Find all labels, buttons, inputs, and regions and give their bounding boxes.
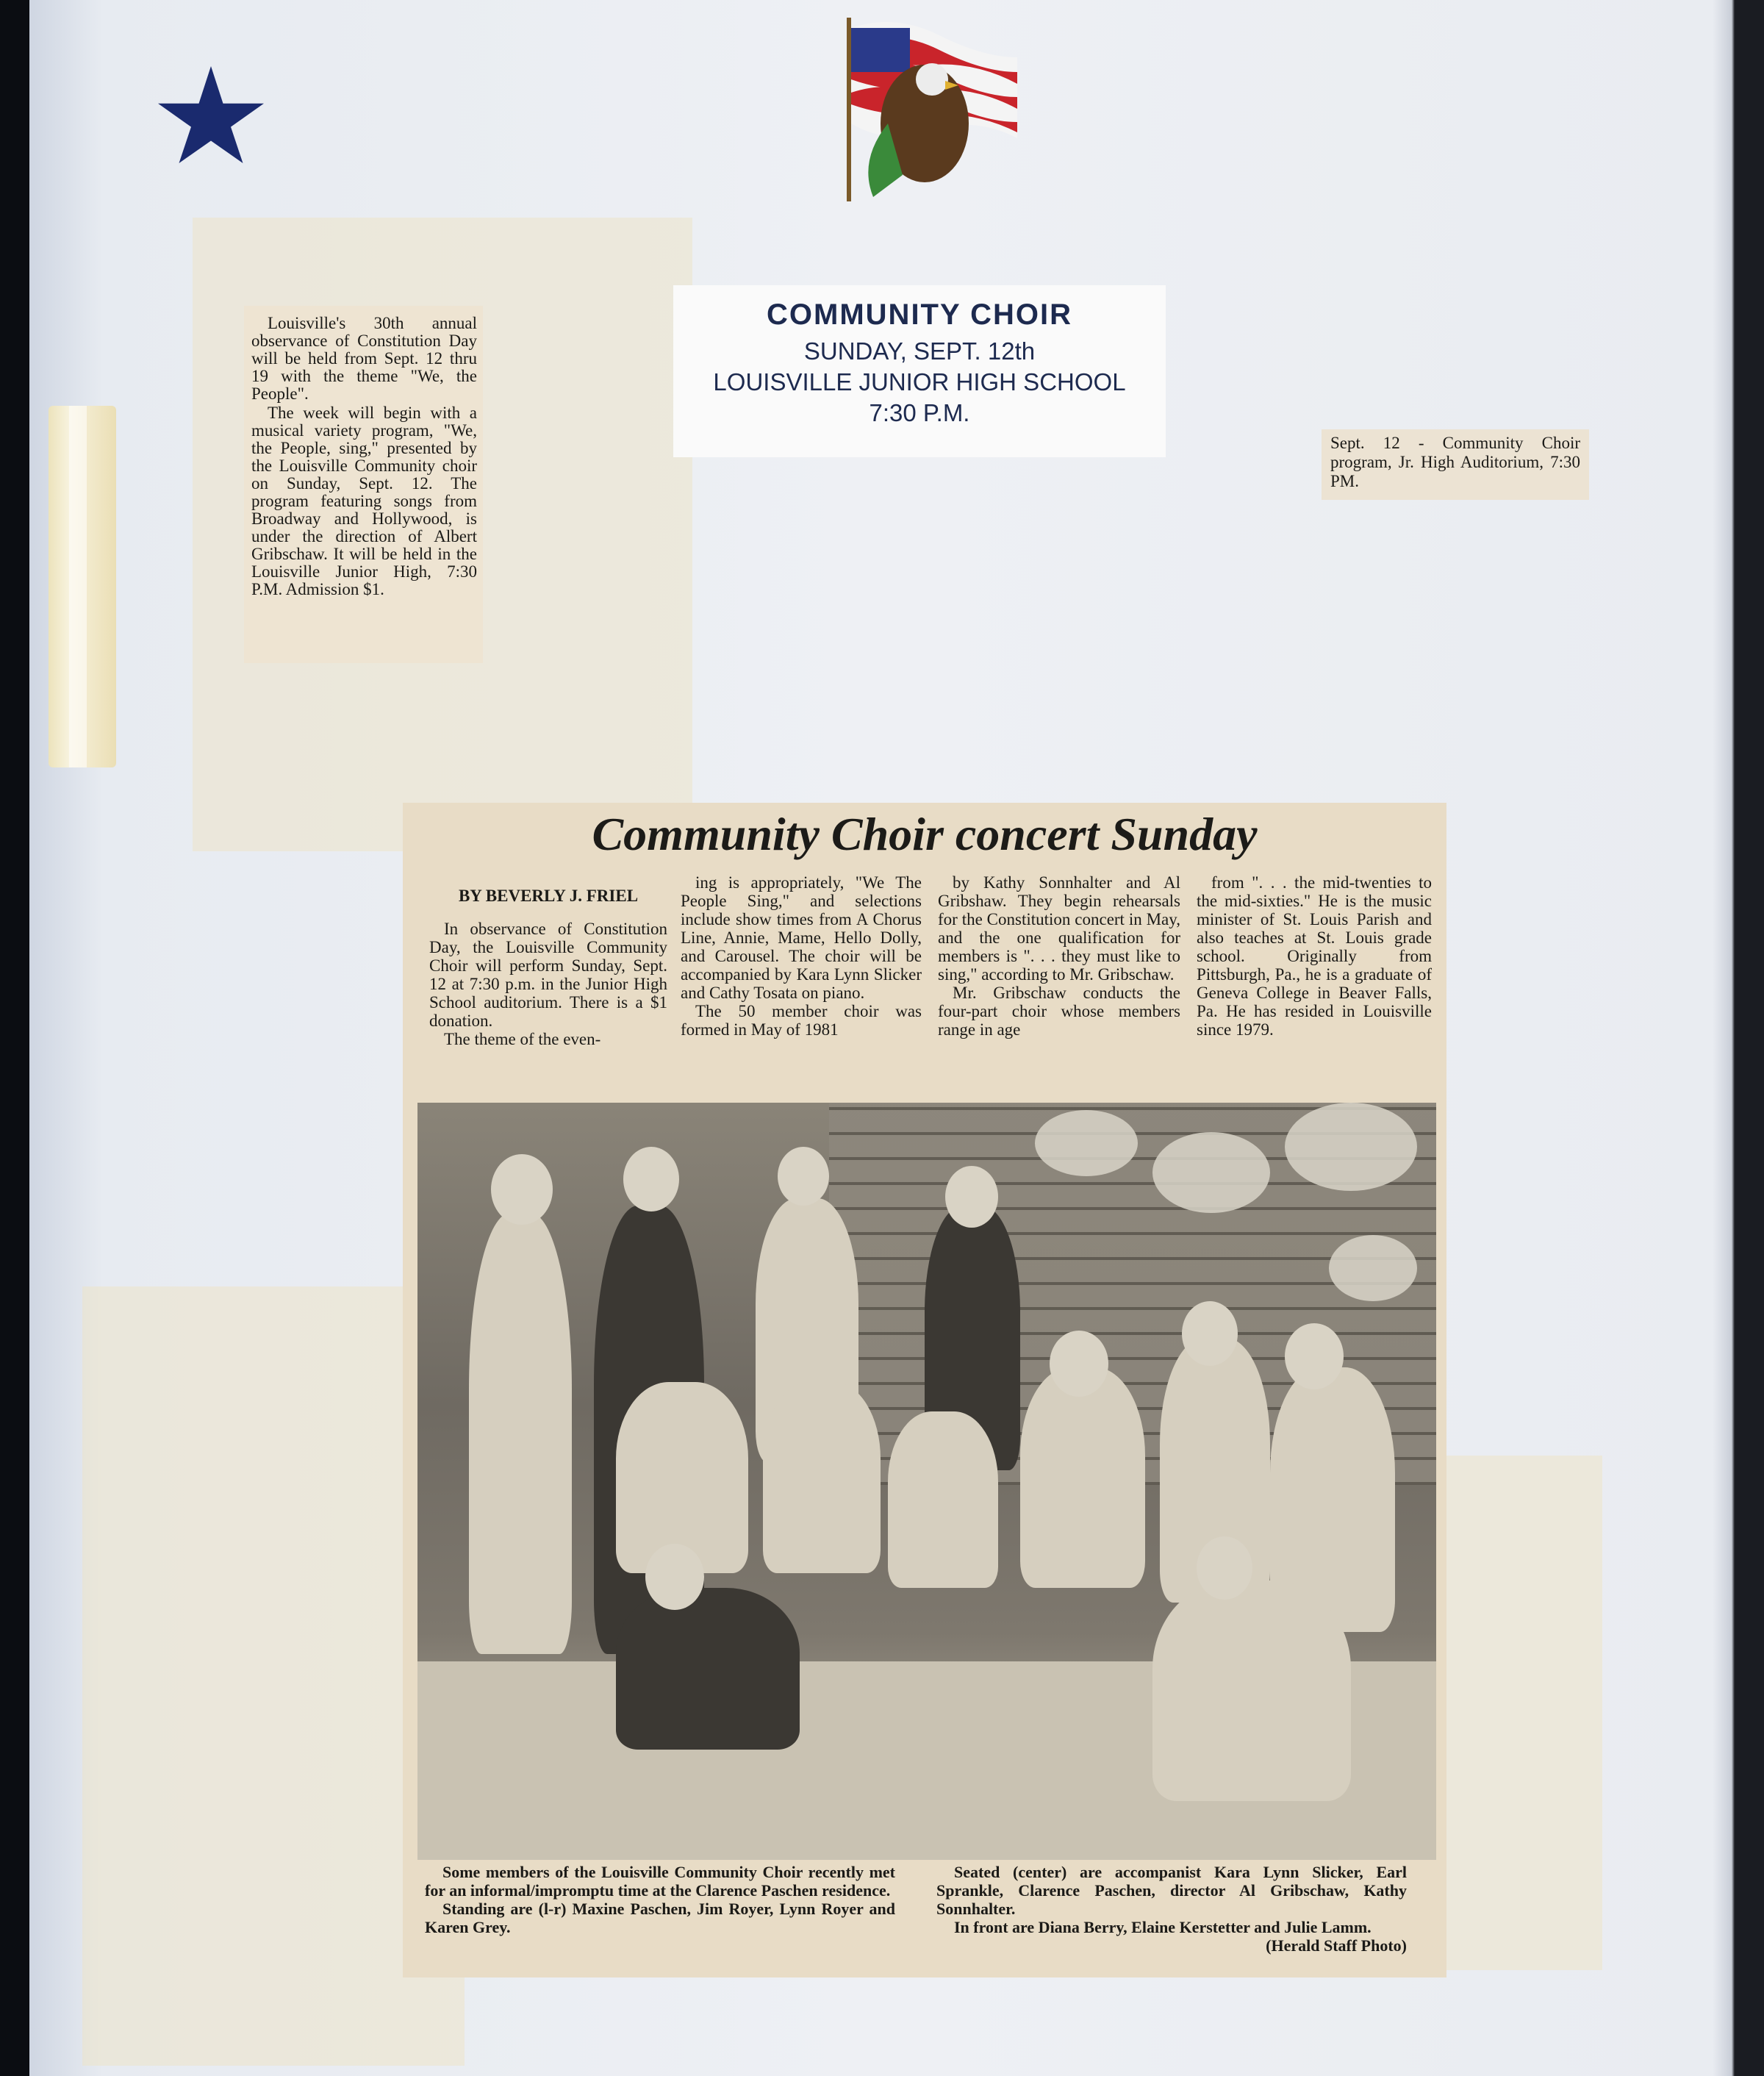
- clipping-constitution-day: [244, 306, 483, 663]
- photo-credit: (Herald Staff Photo): [1266, 1936, 1407, 1955]
- person-head: [645, 1544, 704, 1610]
- ad-date: SUNDAY, SEPT. 12th: [803, 337, 1036, 365]
- article-column-2: [681, 873, 922, 1039]
- article-column-3: [938, 873, 1180, 1039]
- person-figure: [469, 1213, 572, 1654]
- person-head: [778, 1147, 829, 1206]
- article-paragraph: The 50 member choir was formed in May of 1981: [681, 1002, 922, 1039]
- article-byline: BY BEVERLY J. FRIEL: [458, 887, 639, 905]
- spine-tape: [49, 406, 116, 767]
- person-head: [623, 1147, 679, 1211]
- person-head: [945, 1166, 998, 1228]
- clipping-paragraph: Louisville's 30th annual observance of Constitution Day will be held from Sept. 12 thru 19 with the theme "We, the People".: [251, 314, 477, 403]
- person-head: [491, 1154, 553, 1225]
- calendar-text: Sept. 12 - Community Choir program, Jr. High Auditorium, 7:30 PM.: [1330, 434, 1580, 490]
- ivy-leaves: [1152, 1132, 1270, 1213]
- person-figure: [616, 1588, 800, 1750]
- tape-residue: [1441, 1456, 1602, 1970]
- person-head: [1182, 1301, 1238, 1366]
- person-head: [1285, 1323, 1344, 1389]
- article-paragraph: from ". . . the mid-twenties to the mid-sixties." He is the music minister of St. Louis Parish and also teaches at St. Louis grade school. Originally from Pittsburgh, Pa., he is a graduate of Geneva College in Beaver Falls, Pa. He has resided in Louisville since 1979.: [1197, 873, 1432, 1039]
- newspaper-article: [403, 803, 1446, 1977]
- person-figure: [1152, 1581, 1351, 1801]
- eagle-flag-sticker-icon: [844, 13, 1023, 204]
- photo-caption-left: [425, 1863, 895, 1936]
- choir-photo: [417, 1103, 1436, 1860]
- person-head: [1197, 1536, 1252, 1600]
- article-column-4: [1197, 873, 1432, 1039]
- article-paragraph: Mr. Gribschaw conducts the four-part choir whose members range in age: [938, 984, 1180, 1039]
- ad-time: 7:30 P.M.: [869, 399, 970, 426]
- article-paragraph: ing is appropriately, "We The People Sing," and selections include show times from A Chorus Line, Annie, Mame, Hello Dolly, and Carousel. The choir will be accompanied by Kara Lynn Slicker and Cathy Tosata on piano.: [681, 873, 922, 1002]
- ad-title: COMMUNITY CHOIR: [767, 298, 1072, 331]
- choir-ad-card: [673, 285, 1166, 457]
- person-figure: [888, 1411, 998, 1588]
- article-paragraph: In observance of Constitution Day, the Louisville Community Choir will perform Sunday, Sept. 12 at 7:30 p.m. in the Junior High School auditorium. There is a $1 donation.: [429, 920, 667, 1030]
- article-column-1: [429, 873, 667, 1048]
- ivy-leaves: [1329, 1235, 1417, 1301]
- caption-paragraph: In front are Diana Berry, Elaine Kerstetter and Julie Lamm.: [954, 1918, 1372, 1936]
- ad-place: LOUISVILLE JUNIOR HIGH SCHOOL: [713, 368, 1126, 395]
- article-paragraph: The theme of the even-: [444, 1030, 601, 1048]
- clipping-calendar-entry: [1322, 429, 1589, 500]
- person-head: [1050, 1331, 1108, 1397]
- clipping-paragraph: The week will begin with a musical variety program, "We, the People, sing," presented by the Louisville Community choir on Sunday, Sept. 12. The program featuring songs from Broadway and Hollywood, is under the direction of Albert Gribschaw. It will be held in the Louisville Junior High, 7:30 P.M. Admission $1.: [251, 404, 477, 598]
- ivy-leaves: [1035, 1110, 1138, 1176]
- caption-paragraph: Standing are (l-r) Maxine Paschen, Jim Royer, Lynn Royer and Karen Grey.: [425, 1900, 895, 1936]
- person-figure: [763, 1382, 881, 1573]
- star-sticker-icon: [156, 66, 266, 173]
- article-paragraph: by Kathy Sonnhalter and Al Gribshaw. They begin rehearsals for the Constitution concert in May, and the one qualification for members is ". . . they must like to sing," according to Mr. Gribschaw.: [938, 873, 1180, 984]
- caption-paragraph: Seated (center) are accompanist Kara Lynn Slicker, Earl Sprankle, Clarence Paschen, director Al Gribschaw, Kathy Sonnhalter.: [936, 1863, 1407, 1918]
- article-headline: Community Choir concert Sunday: [592, 808, 1258, 860]
- photo-caption-right: [936, 1863, 1407, 1955]
- caption-paragraph: Some members of the Louisville Community Choir recently met for an informal/impromptu time at the Clarence Paschen residence.: [425, 1863, 895, 1900]
- person-figure: [1020, 1367, 1145, 1588]
- ivy-leaves: [1285, 1103, 1417, 1191]
